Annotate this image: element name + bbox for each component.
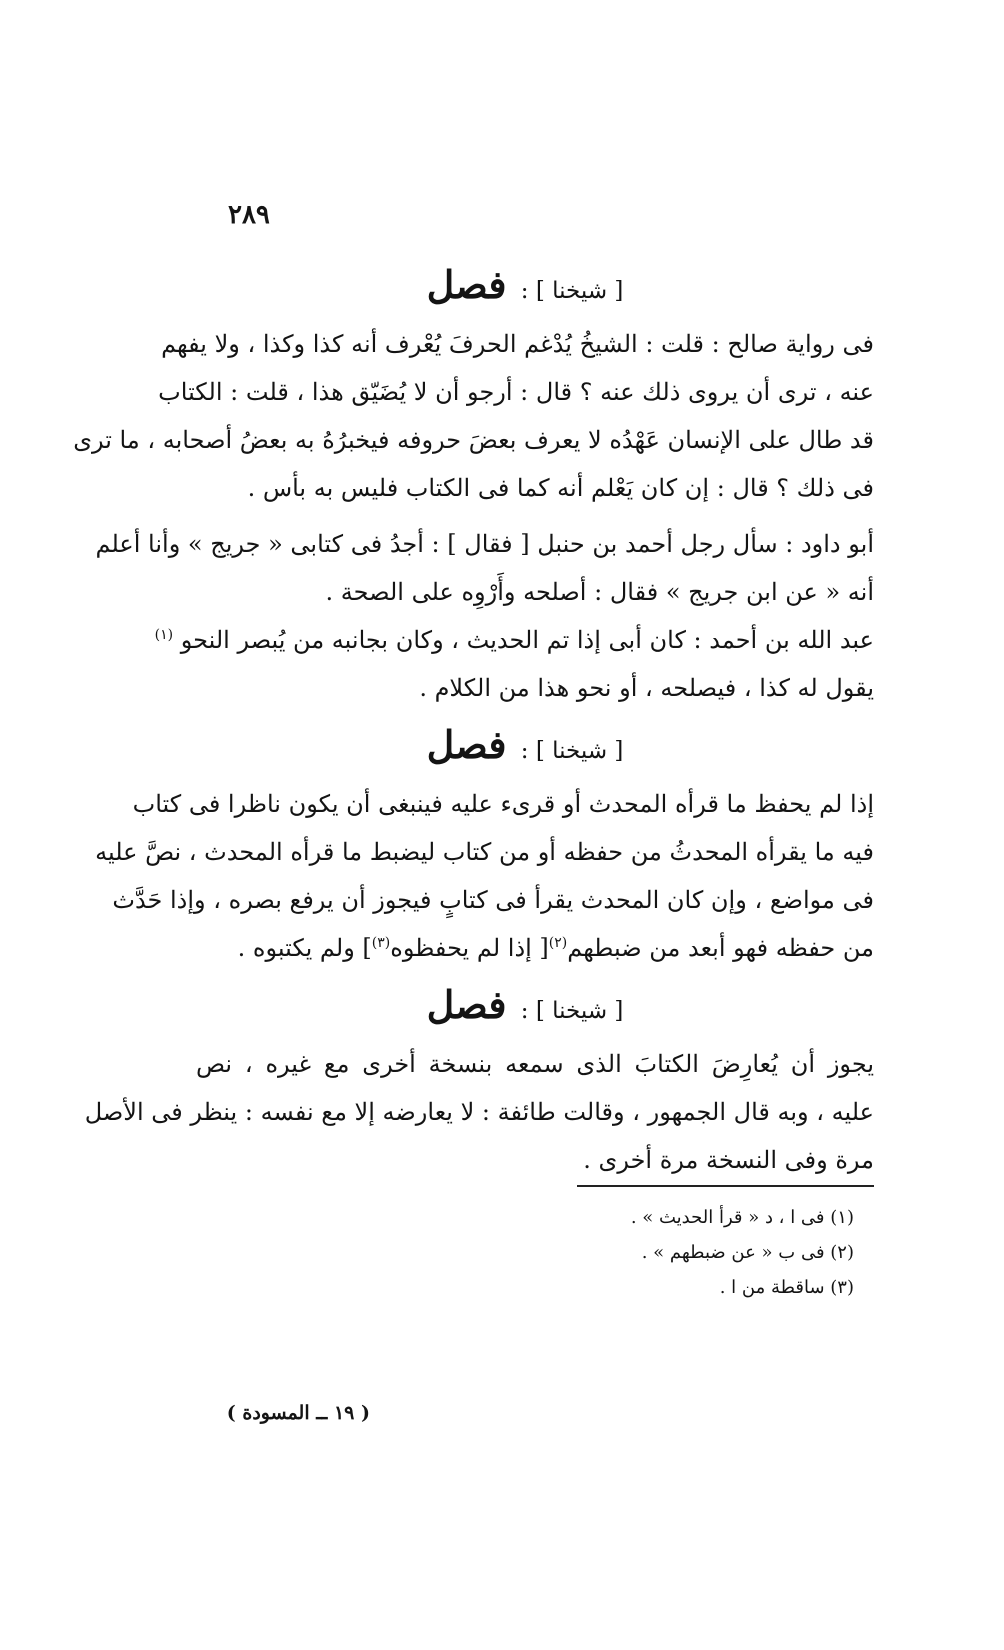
- footnotes: [560, 1200, 854, 1305]
- paragraph: [73, 320, 874, 512]
- text-line: عنه ، ترى أن يروى ذلك عنه ؟ قال : أرجو أن لا يُضَيّق هذا ، قلت : الكتاب: [158, 378, 874, 406]
- text-line: أنه « عن ابن جريج » فقال : أصلحه وأَرْوِه على الصحة .: [325, 578, 874, 606]
- paragraph: [95, 780, 874, 972]
- heading-bracket: [ شيخنا ] :: [520, 998, 624, 1024]
- text-line: قد طال على الإنسان عَهْدُه لا يعرف بعضَ حروفه فيخبرُهُ به بعضُ أصحابه ، ما ترى: [73, 426, 874, 454]
- page-number: ٢٨٩: [228, 200, 270, 230]
- paragraph: [84, 1040, 874, 1184]
- footnote-divider: [577, 1185, 874, 1187]
- footnote: (٢) فى ب « عن ضبطهم » .: [641, 1242, 854, 1263]
- text-line: فى مواضع ، وإن كان المحدث يقرأ فى كتابٍ فيجوز أن يرفع بصره ، وإذا حَدَّث: [112, 886, 874, 914]
- line-text: [ إذا لم يحفظوه: [390, 934, 549, 962]
- footnote: (١) فى ا ، د « قرأ الحديث » .: [630, 1207, 854, 1228]
- text-line: [196, 924, 874, 972]
- heading-bracket: [ شيخنا ] :: [520, 278, 624, 304]
- footnote-marker: (٣): [371, 935, 391, 951]
- text-line: أبو داود : سأل رجل أحمد بن حنبل [ فقال ] : أجدُ فى كتابى « جريج » وأنا أعلم: [95, 530, 874, 558]
- section-heading: [200, 982, 850, 1027]
- text-line: يقول له كذا ، فيصلحه ، أو نحو هذا من الكلام .: [419, 674, 874, 702]
- text-line: فيه ما يقرأه المحدثُ من حفظه أو من كتاب ليضبط ما قرأه المحدث ، نصَّ عليه: [95, 838, 874, 866]
- signature-mark: ( ١٩ ــ المسودة ): [226, 1402, 370, 1424]
- footnote: (٣) ساقطة من ا .: [719, 1277, 854, 1298]
- paragraph: [95, 520, 874, 616]
- heading-title: فصل: [426, 262, 507, 307]
- text-line: فى ذلك ؟ قال : إن كان يَعْلم أنه كما فى الكتاب فليس به بأس .: [247, 474, 874, 502]
- line-text: عبد الله بن أحمد : كان أبى إذا تم الحديث ، وكان بجانبه من يُبصر النحو: [180, 626, 874, 654]
- text-line: إذا لم يحفظ ما قرأه المحدث أو قرىء عليه فينبغى أن يكون ناظرا فى كتاب: [132, 790, 874, 818]
- heading-title: فصل: [426, 982, 507, 1027]
- heading-bracket: [ شيخنا ] :: [520, 738, 624, 764]
- text-line: فى رواية صالح : قلت : الشيخُ يُدْغم الحرفَ يُعْرف أنه كذا وكذا ، ولا يفهم: [161, 330, 874, 358]
- section-heading: [200, 262, 850, 307]
- text-line: عليه ، وبه قال الجمهور ، وقالت طائفة : لا يعارضه إلا مع نفسه : ينظر فى الأصل: [84, 1098, 874, 1126]
- footnote-marker: (١): [154, 627, 174, 643]
- section-heading: [200, 722, 850, 767]
- text-line: [154, 616, 874, 664]
- heading-title: فصل: [426, 722, 507, 767]
- text-line: يجوز أن يُعارِضَ الكتابَ الذى سمعه بنسخة أخرى مع غيره ، نص: [196, 1050, 874, 1078]
- line-text: ] ولم يكتبوه .: [237, 934, 372, 962]
- paragraph: [154, 616, 874, 712]
- text-line: مرة وفى النسخة مرة أخرى .: [583, 1146, 874, 1174]
- line-text: من حفظه فهو أبعد من ضبطهم: [567, 934, 874, 962]
- footnote-marker: (٢): [548, 935, 568, 951]
